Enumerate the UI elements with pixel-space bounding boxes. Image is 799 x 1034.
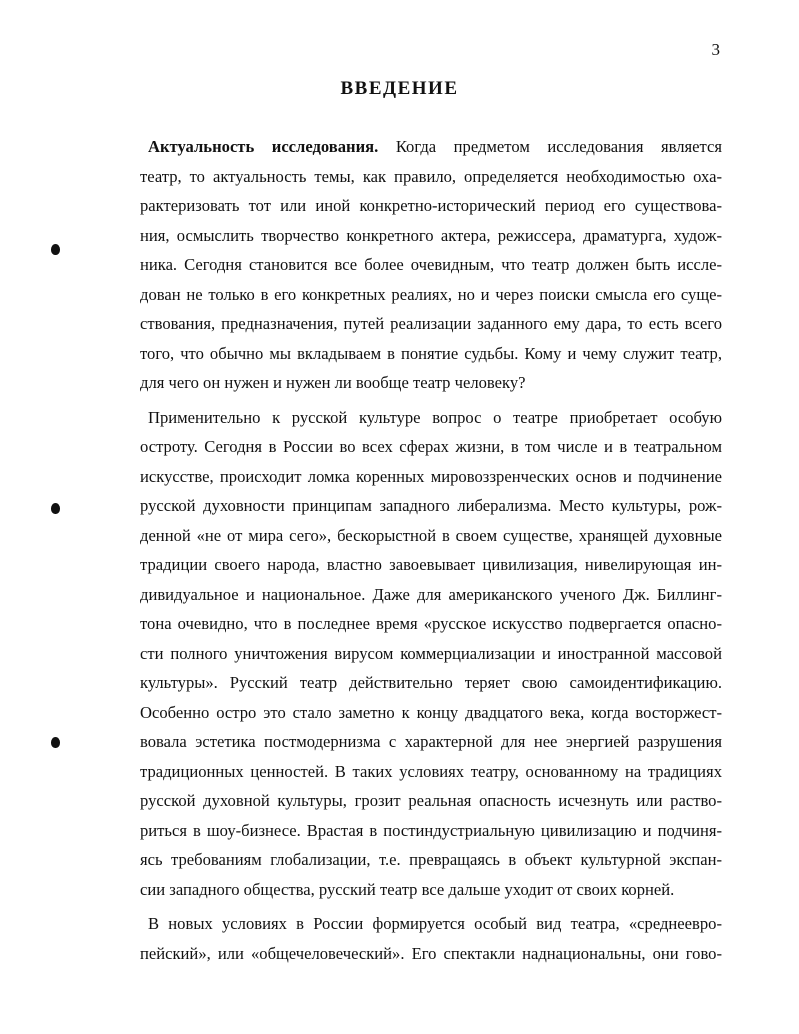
text-line: культуры». Русский театр действительно теряет свою самоидентификацию.	[140, 673, 722, 692]
paragraph-3	[140, 909, 722, 968]
text-line: рактеризовать тот или иной конкретно-исторический период его существова-	[140, 196, 722, 215]
punch-hole-mark	[51, 503, 60, 514]
text-line: Применительно к русской культуре вопрос о театре приобретает особую	[148, 407, 722, 427]
text-line: ясь требованиям глобализации, т.е. превращаясь в объект культурной экспан-	[140, 850, 722, 869]
text-line: ния, осмыслить творчество конкретного актера, режиссера, драматурга, худож-	[140, 225, 722, 245]
text-line: риться в шоу-бизнесе. Врастая в постиндустриальную цивилизацию и подчиня-	[140, 820, 722, 840]
text-line: Особенно остро это стало заметно к концу двадцатого века, когда восторжест-	[140, 702, 722, 722]
text-line: вовала эстетика постмодернизма с характерной для нее энергией разрушения	[140, 732, 722, 751]
text-line: театр, то актуальность темы, как правило, определяется необходимостью оха-	[140, 166, 722, 186]
text-line: традиции своего народа, властно завоевывает цивилизация, нивелирующая ин-	[140, 555, 722, 574]
text-line: пейский», или «общечеловеческий». Его спектакли наднациональны, они гово-	[140, 943, 722, 963]
punch-hole-mark	[51, 737, 60, 748]
text-line: того, что обычно мы вкладываем в понятие судьбы. Кому и чему служит театр,	[140, 343, 722, 363]
text-line: дивидуальное и национальное. Даже для американского ученого Дж. Биллинг-	[140, 584, 722, 604]
text-line: дован не только в его конкретных реалиях, но и через поиски смысла его суще-	[140, 284, 722, 304]
text-line: тона очевидно, что в последнее время «русское искусство подвергается опасно-	[140, 614, 722, 633]
text-line: русской духовности принципам западного либерализма. Место культуры, рож-	[140, 496, 722, 515]
text-line	[140, 132, 722, 162]
text-run: Когда предметом исследования является	[378, 137, 722, 156]
text-line: ника. Сегодня становится все более очевидным, что театр должен быть иссле-	[140, 255, 722, 274]
page-number: 3	[711, 40, 720, 59]
paragraph-2	[140, 403, 722, 905]
text-line: В новых условиях в России формируется особый вид театра, «среднеевро-	[148, 914, 722, 933]
page-title: ВВЕДЕНИЕ	[340, 78, 459, 99]
punch-hole-mark	[51, 244, 60, 255]
text-line: остроту. Сегодня в России во всех сферах жизни, в том числе и в театральном	[140, 437, 722, 456]
text-line: денной «не от мира сего», бескорыстной в своем существе, хранящей духовные	[140, 525, 722, 545]
document-body	[140, 132, 722, 968]
text-line: ствования, предназначения, путей реализации заданного ему дара, то есть всего	[140, 314, 722, 333]
paragraph-lead: Актуальность исследования.	[148, 137, 379, 156]
text-line: русской духовной культуры, грозит реальная опасность исчезнуть или раство-	[140, 791, 722, 810]
text-line: искусстве, происходит ломка коренных мировоззренческих основ и подчинение	[140, 466, 722, 486]
paragraph-1	[140, 132, 722, 398]
text-line: сии западного общества, русский театр все дальше уходит от своих корней.	[140, 879, 675, 899]
text-line: традиционных ценностей. В таких условиях театру, основанному на традициях	[140, 761, 722, 781]
text-line: для чего он нужен и нужен ли вообще театр человеку?	[140, 373, 526, 392]
text-line: сти полного уничтожения вирусом коммерциализации и иностранной массовой	[140, 643, 722, 663]
